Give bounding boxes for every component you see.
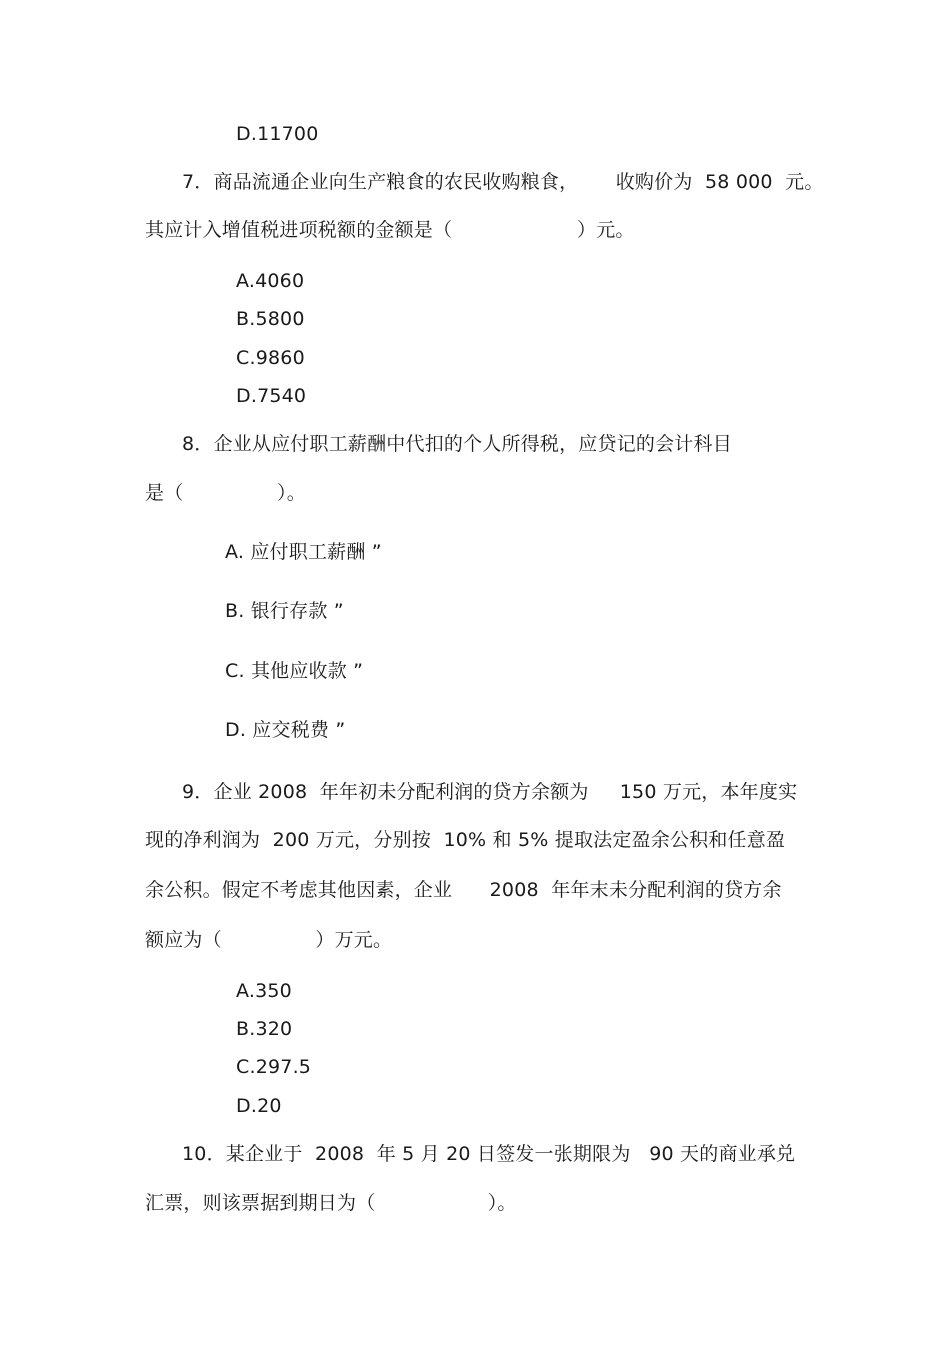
question-7-line-2: 其应计入增值税进项税额的金额是（ ）元。 bbox=[145, 219, 635, 241]
question-8-option-d: D. 应交税费 ” bbox=[225, 719, 346, 741]
question-9-line-3: 余公积。假定不考虑其他因素，企业 2008 年年末未分配利润的贷方余 bbox=[145, 879, 782, 901]
question-9-line-4: 额应为（ ）万元。 bbox=[145, 929, 393, 951]
question-9-line-2: 现的净利润为 200 万元，分别按 10% 和 5% 提取法定盈余公积和任意盈 bbox=[145, 829, 786, 851]
question-9-option-a: A.350 bbox=[236, 980, 292, 1002]
question-7-option-b: B.5800 bbox=[236, 308, 305, 330]
question-8-option-c: C. 其他应收款 ” bbox=[225, 660, 364, 682]
question-8-option-b: B. 银行存款 ” bbox=[225, 600, 344, 622]
question-9-option-b: B.320 bbox=[236, 1018, 293, 1040]
question-10-line-1: 10．某企业于 2008 年 5 月 20 日签发一张期限为 90 天的商业承兑 bbox=[182, 1143, 796, 1165]
question-8-line-1: 8．企业从应付职工薪酬中代扣的个人所得税，应贷记的会计科目 bbox=[182, 433, 732, 455]
question-8-option-a: A. 应付职工薪酬 ” bbox=[225, 541, 382, 563]
question-7-option-c: C.9860 bbox=[236, 347, 305, 369]
question-9-option-c: C.297.5 bbox=[236, 1056, 312, 1078]
question-9-option-d: D.20 bbox=[236, 1095, 282, 1117]
question-7-line-1: 7．商品流通企业向生产粮食的农民收购粮食， 收购价为 58 000 元。 bbox=[182, 171, 824, 193]
question-8-line-2: 是（ ）。 bbox=[145, 482, 306, 504]
prev-question-option-d: D.11700 bbox=[236, 123, 319, 145]
question-10-line-2: 汇票，则该票据到期日为（ ）。 bbox=[145, 1192, 517, 1214]
question-9-line-1: 9．企业 2008 年年初未分配利润的贷方余额为 150 万元，本年度实 bbox=[182, 781, 798, 803]
question-7-option-a: A.4060 bbox=[236, 270, 305, 292]
question-7-option-d: D.7540 bbox=[236, 385, 307, 407]
